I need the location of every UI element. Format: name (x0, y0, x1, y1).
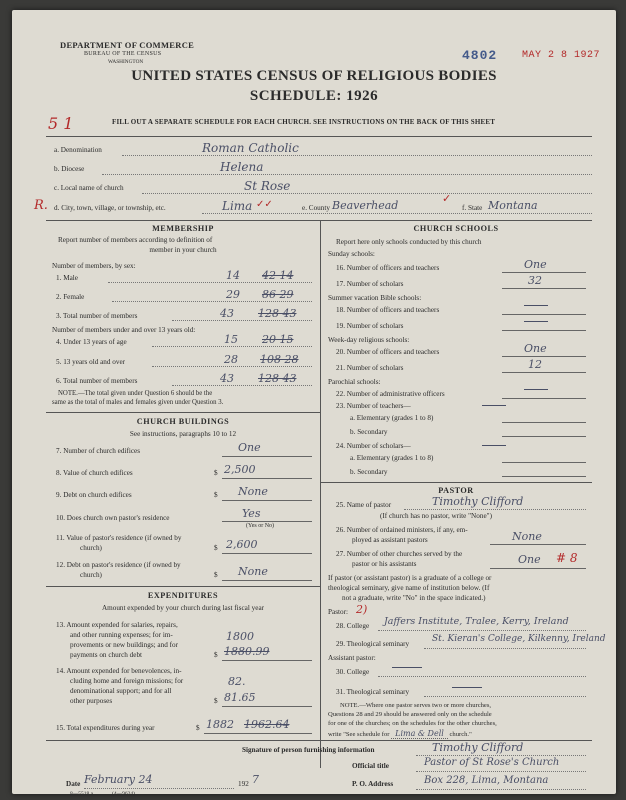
q28-label: 28. College (336, 622, 370, 630)
q12-label: 12. Debt on pastor's residence (if owned by (56, 561, 181, 569)
form-number-stamp: 4802 (462, 48, 498, 63)
form-code: 8—5518 a (70, 791, 94, 797)
q14-alt: 81.65 (224, 691, 256, 704)
pastor-note-3: for one of the churches; on the schedules for the other churches, (328, 720, 497, 727)
q9-value: None (238, 485, 268, 498)
q25-value: Timothy Clifford (432, 495, 524, 508)
q18-dash (524, 300, 548, 306)
q14-label (56, 666, 183, 706)
q15-line (204, 733, 312, 734)
q27-mark: # 8 (556, 551, 578, 565)
membership-intro-2: member in your church (149, 246, 217, 254)
q19-dash (524, 316, 548, 322)
q21-label: 21. Number of scholars (336, 364, 404, 372)
signature-line (416, 755, 586, 756)
membership-note-2: same as the total of males and females given under Question 3. (52, 399, 224, 406)
q14-line (222, 706, 312, 707)
members-by-sex: Number of members, by sex: (52, 262, 136, 270)
date-received-stamp: MAY 2 8 1927 (522, 50, 601, 61)
q15-label: 15. Total expenditures during year (56, 724, 155, 732)
q1-value: 14 (226, 269, 240, 282)
q14-value: 82. (228, 675, 246, 688)
q14-line-4: other purposes (70, 697, 113, 705)
q1-label: 1. Male (56, 274, 78, 282)
schools-intro: Report here only schools conducted by this church (336, 238, 482, 246)
q14-line-3: denominational support; and for all (70, 687, 172, 695)
q3-line (172, 320, 312, 321)
q18-label: 18. Number of officers and teachers (336, 306, 440, 314)
diocese-line (102, 174, 592, 175)
po-address-label: P. O. Address (352, 780, 394, 788)
denomination-label: a. Denomination (54, 146, 102, 154)
pastor-note-2: Questions 28 and 29 should be answered only on the schedule (328, 711, 492, 718)
q31-line (424, 696, 586, 697)
q9-line (222, 500, 312, 501)
form-code-2: (4—9624) (112, 791, 135, 797)
q5-value: 28 (224, 353, 238, 366)
q7-value: One (238, 441, 261, 454)
q9-label: 9. Debt on church edifices (56, 491, 132, 499)
q11-dollar: $ (214, 544, 218, 552)
q8-value: 2,500 (224, 463, 256, 476)
pastor-title: PASTOR (438, 486, 474, 495)
schedule-title: SCHEDULE: 1926 (249, 88, 379, 104)
q20-label: 20. Number of officers and teachers (336, 348, 440, 356)
q5-alt: 108 28 (260, 353, 299, 366)
pastor-note-4-pre: write "See schedule for (328, 731, 390, 738)
q27-value: One (518, 553, 541, 566)
q4-label: 4. Under 13 years of age (56, 338, 127, 346)
date-line (84, 788, 234, 789)
q24-dash (482, 440, 506, 446)
graduate-note-1: If pastor (or assistant pastor) is a graduate of a college or (328, 574, 492, 582)
q24b-line (502, 476, 586, 477)
q20-line (502, 356, 586, 357)
q1-alt: 42 14 (262, 269, 294, 282)
sunday-schools: Sunday schools: (328, 250, 375, 258)
q13-value: 1800 (226, 630, 254, 643)
q27-label-1: 27. Number of other churches served by the (336, 550, 463, 558)
date-value: February 24 (84, 773, 153, 786)
q2-label: 2. Female (56, 293, 85, 301)
year-suffix: 7 (252, 773, 259, 786)
q23b-line (502, 436, 586, 437)
q13-line-2: and other running expenses; for im- (70, 631, 173, 639)
q16-line (502, 272, 586, 273)
q11-label-2: church) (80, 544, 102, 552)
diocese-value: Helena (220, 160, 264, 174)
church-name-line (142, 193, 592, 194)
grid-top (46, 220, 592, 221)
q27-label-2: pastor or his assistants (352, 560, 417, 568)
q19-line (502, 330, 586, 331)
official-title-label: Official title (352, 762, 389, 770)
pastor-subhead: Pastor: (328, 608, 348, 616)
q22-label: 22. Number of administrative officers (336, 390, 445, 398)
parochial-schools: Parochial schools: (328, 378, 381, 386)
state-value: Montana (488, 199, 538, 212)
q4-line (152, 346, 312, 347)
city-check-mark: ✓✓ (256, 199, 273, 210)
q2-alt: 86 29 (262, 288, 294, 301)
church-name-value: St Rose (244, 179, 291, 193)
q23a-label: a. Elementary (grades 1 to 8) (350, 414, 434, 422)
graduate-note-2: theological seminary, give name of institution below. (If (328, 584, 490, 592)
weekday-schools: Week-day religious schools: (328, 336, 410, 344)
q13-label (56, 620, 178, 660)
q16-label: 16. Number of officers and teachers (336, 264, 440, 272)
pastor-note-4-fill: Lima & Dell (391, 729, 448, 739)
church-name-label: c. Local name of church (54, 184, 124, 192)
q24a-label: a. Elementary (grades 1 to 8) (350, 454, 434, 462)
q15-alt: 1962.64 (244, 718, 290, 731)
q23a-line (502, 422, 586, 423)
q26-label-1: 26. Number of ordained ministers, if any, em- (336, 526, 468, 534)
q13-dollar: $ (214, 651, 218, 659)
pastor-mark: 2) (356, 603, 368, 616)
q5-line (152, 366, 312, 367)
q1-line (108, 282, 312, 283)
q6-alt: 128 43 (258, 372, 297, 385)
q11-line (222, 553, 312, 554)
q3-value: 43 (220, 307, 234, 320)
membership-note-1: NOTE.—The total given under Question 6 should be the (58, 390, 213, 397)
q31-label: 31. Theological seminary (336, 688, 410, 696)
q29-label: 29. Theological seminary (336, 640, 410, 648)
assistant-pastor-subhead: Assistant pastor: (328, 654, 376, 662)
q25-line (404, 509, 586, 510)
q18-line (502, 314, 586, 315)
members-by-age: Number of members under and over 13 years old: (52, 326, 196, 334)
q30-label: 30. College (336, 668, 370, 676)
q15-value: 1882 (206, 718, 234, 731)
q7-label: 7. Number of church edifices (56, 447, 141, 455)
q12-line (222, 580, 312, 581)
q29-value: St. Kieran's College, Kilkenny, Ireland (432, 634, 606, 644)
q14-dollar: $ (214, 697, 218, 705)
q10-label: 10. Does church own pastor's residence (56, 514, 170, 522)
expenditures-title: EXPENDITURES (147, 591, 219, 600)
city-value: Lima (222, 199, 253, 213)
q6-value: 43 (220, 372, 234, 385)
q11-value: 2,600 (226, 538, 258, 551)
q14-line-1: 14. Amount expended for benevolences, in- (56, 667, 182, 675)
q15-dollar: $ (196, 724, 200, 732)
year-prefix: 192 (238, 780, 249, 788)
city-label: d. City, town, village, or township, etc. (54, 204, 166, 212)
q13-line-3: provements or new buildings; and for (70, 641, 178, 649)
q23-dash (482, 400, 506, 406)
bureau-name: BUREAU OF THE CENSUS (84, 51, 162, 57)
q8-dollar: $ (214, 469, 218, 477)
buildings-subtitle: See instructions, paragraphs 10 to 12 (129, 430, 237, 438)
q19-label: 19. Number of scholars (336, 322, 404, 330)
membership-intro-1: Report number of members according to definition of (58, 236, 213, 244)
q2-value: 29 (226, 288, 240, 301)
pastor-note-1: NOTE.—Where one pastor serves two or more churches, (340, 702, 492, 709)
buildings-divider (46, 412, 320, 413)
q3-label: 3. Total number of members (56, 312, 138, 320)
q3-alt: 128 43 (258, 307, 297, 320)
q29-line (424, 648, 586, 649)
official-title-value: Pastor of St Rose's Church (424, 757, 560, 768)
membership-title: MEMBERSHIP (152, 224, 214, 233)
diocese-label: b. Diocese (54, 165, 85, 173)
po-address-value: Box 228, Lima, Montana (424, 775, 549, 786)
q21-line (502, 372, 586, 373)
q9-dollar: $ (214, 491, 218, 499)
expenditures-divider (46, 586, 320, 587)
q16-value: One (524, 258, 547, 271)
margin-mark: 5 1 (48, 114, 74, 133)
denomination-line (122, 155, 592, 156)
q24b-label: b. Secondary (350, 468, 388, 476)
signature-label: Signature of person furnishing information (242, 746, 375, 754)
q13-line (222, 660, 312, 661)
q12-label-2: church) (80, 571, 102, 579)
q8-label: 8. Value of church edifices (56, 469, 133, 477)
state-label: f. State (462, 204, 483, 212)
signature-value: Timothy Clifford (432, 741, 524, 754)
q27-line (490, 568, 586, 569)
q12-value: None (238, 565, 268, 578)
q10-line (222, 521, 312, 522)
pastor-note-4-post: church." (449, 731, 472, 738)
department-name: DEPARTMENT OF COMMERCE (60, 40, 195, 50)
q17-value: 32 (528, 274, 542, 287)
q28-value: Jaffers Institute, Tralee, Kerry, Ireland (384, 616, 569, 627)
header-divider (46, 136, 592, 137)
q11-label: 11. Value of pastor's residence (if owned by (56, 534, 182, 542)
q24a-line (502, 462, 586, 463)
q10-hint: (Yes or No) (246, 523, 275, 529)
official-title-line (416, 771, 586, 772)
date-label: Date (66, 780, 81, 788)
q6-line (172, 385, 312, 386)
pastor-note-4 (328, 729, 472, 738)
q10-value: Yes (242, 507, 261, 520)
q25-hint: (If church has no pastor, write "None") (380, 512, 492, 520)
q22-line (502, 398, 586, 399)
q24-label: 24. Number of scholars— (336, 442, 411, 450)
q30-dash (392, 662, 422, 668)
county-value: Beaverhead (332, 199, 399, 212)
q17-label: 17. Number of scholars (336, 280, 404, 288)
po-address-line (416, 789, 586, 790)
q7-line (222, 456, 312, 457)
denomination-value: Roman Catholic (202, 141, 299, 155)
q23-label: 23. Number of teachers— (336, 402, 411, 410)
city-line (202, 213, 592, 214)
q25-label: 25. Name of pastor (336, 501, 392, 509)
county-label: e. County (302, 204, 330, 212)
q17-line (502, 288, 586, 289)
q22-dash (524, 384, 548, 390)
q6-label: 6. Total number of members (56, 377, 138, 385)
vacation-schools: Summer vacation Bible schools: (328, 294, 422, 302)
q12-dollar: $ (214, 571, 218, 579)
q26-label-2: ployed as assistant pastors (352, 536, 428, 544)
q21-value: 12 (528, 358, 542, 371)
q31-dash (452, 682, 482, 688)
form-instructions: FILL OUT A SEPARATE SCHEDULE FOR EACH CHURCH. SEE INSTRUCTIONS ON THE BACK OF THIS SHEET (112, 118, 496, 126)
census-schedule-paper (12, 10, 616, 797)
q4-alt: 20 15 (262, 333, 294, 346)
q26-line (490, 544, 586, 545)
q30-line (378, 676, 586, 677)
q26-value: None (512, 530, 542, 543)
bureau-city: WASHINGTON (108, 59, 144, 65)
county-check-mark: ✓ (442, 193, 452, 205)
buildings-title: CHURCH BUILDINGS (136, 417, 230, 426)
q23b-label: b. Secondary (350, 428, 388, 436)
q4-value: 15 (224, 333, 238, 346)
q13-line-1: 13. Amount expended for salaries, repairs, (56, 621, 178, 629)
schools-title: CHURCH SCHOOLS (413, 224, 499, 233)
form-title: UNITED STATES CENSUS OF RELIGIOUS BODIES (131, 68, 497, 84)
q14-line-2: cluding home and foreign missions; for (70, 677, 184, 685)
margin-r-mark: R. (34, 198, 48, 213)
q13-alt: 1880.99 (224, 645, 270, 658)
q28-line (378, 630, 586, 631)
pastor-divider (320, 482, 592, 483)
q20-value: One (524, 342, 547, 355)
graduate-note-3: not a graduate, write "No" in the space indicated.) (342, 594, 486, 602)
q2-line (112, 301, 312, 302)
q5-label: 5. 13 years old and over (56, 358, 126, 366)
q8-line (222, 478, 312, 479)
q13-line-4: payments on church debt (70, 651, 143, 659)
expenditures-subtitle: Amount expended by your church during last fiscal year (101, 604, 265, 612)
